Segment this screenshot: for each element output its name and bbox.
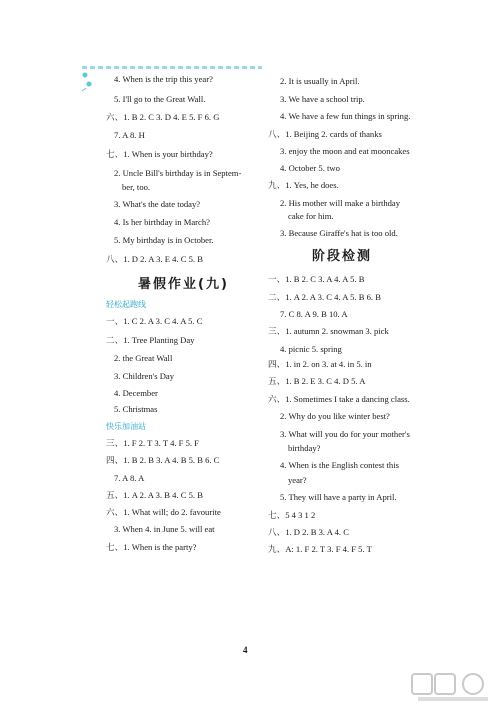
answer-line: 七、1. When is the party? bbox=[106, 542, 197, 552]
subsection-title: 轻松起跑线 bbox=[106, 300, 146, 309]
answer-line: 2. It is usually in April. bbox=[280, 76, 360, 86]
answer-line: 九、1. Yes, he does. bbox=[268, 180, 339, 190]
answer-line: 3. We have a school trip. bbox=[280, 94, 365, 104]
subsection-title: 快乐加油站 bbox=[106, 422, 146, 431]
section-title: 暑假作业(九) bbox=[138, 277, 229, 292]
header-decoration-bar bbox=[82, 66, 262, 69]
answer-line: 5. I'll go to the Great Wall. bbox=[114, 94, 206, 104]
answer-line: 3. What will you do for your mother's bbox=[280, 429, 410, 439]
answer-line: 三、1. autumn 2. snowman 3. pick bbox=[268, 326, 389, 336]
answer-line: 3. What's the date today? bbox=[114, 199, 201, 209]
watermark-logo bbox=[410, 670, 496, 704]
answer-line: 八、1. D 2. B 3. A 4. C bbox=[268, 527, 349, 537]
answer-line: 二、1. Tree Planting Day bbox=[106, 335, 195, 345]
answer-line: 四、1. in 2. on 3. at 4. in 5. in bbox=[268, 359, 372, 369]
answer-line: 4. December bbox=[114, 388, 158, 398]
answer-line: 4. We have a few fun things in spring. bbox=[280, 111, 411, 121]
answer-line: 二、1. A 2. A 3. C 4. A 5. B 6. B bbox=[268, 292, 381, 302]
answer-line: 3. enjoy the moon and eat mooncakes bbox=[280, 146, 410, 156]
answer-line: 七、1. When is your birthday? bbox=[106, 149, 213, 159]
answer-line: 3. Because Giraffe's hat is too old. bbox=[280, 228, 398, 238]
answer-line: 四、1. B 2. B 3. A 4. B 5. B 6. C bbox=[106, 455, 220, 465]
page-number: 4 bbox=[243, 645, 248, 655]
answer-line: 5. They will have a party in April. bbox=[280, 492, 397, 502]
answer-line: 2. Why do you like winter best? bbox=[280, 411, 390, 421]
answer-line: 六、1. Sometimes I take a dancing class. bbox=[268, 394, 410, 404]
answer-line: 一、1. C 2. A 3. C 4. A 5. C bbox=[106, 316, 203, 326]
answer-line: 4. When is the trip this year? bbox=[114, 74, 213, 84]
answer-line: 3. When 4. in June 5. will eat bbox=[114, 524, 215, 534]
answer-line: 5. Christmas bbox=[114, 404, 158, 414]
answer-line: 4. October 5. two bbox=[280, 163, 340, 173]
answer-line: 5. My birthday is in October. bbox=[114, 235, 214, 245]
answer-line: 五、1. B 2. E 3. C 4. D 5. A bbox=[268, 376, 366, 386]
section-title: 阶段检测 bbox=[312, 249, 373, 264]
answer-line: 九、A: 1. F 2. T 3. F 4. F 5. T bbox=[268, 544, 372, 554]
answer-line: 六、1. B 2. C 3. D 4. E 5. F 6. G bbox=[106, 112, 220, 122]
answer-line: 4. Is her birthday in March? bbox=[114, 217, 210, 227]
answer-line: 7. A 8. A bbox=[114, 473, 145, 483]
answer-line: 2. His mother will make a birthday bbox=[280, 198, 401, 208]
answer-line: cake for him. bbox=[288, 211, 334, 221]
answer-line: year? bbox=[288, 475, 307, 485]
answer-line: 八、1. D 2. A 3. E 4. C 5. B bbox=[106, 254, 203, 264]
answer-line: 2. the Great Wall bbox=[114, 353, 173, 363]
answer-line: 7. C 8. A 9. B 10. A bbox=[280, 309, 348, 319]
answer-line: 4. picnic 5. spring bbox=[280, 344, 342, 354]
answer-line: 4. When is the English contest this bbox=[280, 460, 399, 470]
answer-line: 七、5 4 3 1 2 bbox=[268, 510, 316, 520]
answer-line: 一、1. B 2. C 3. A 4. A 5. B bbox=[268, 274, 365, 284]
answer-line: 六、1. What will; do 2. favourite bbox=[106, 507, 221, 517]
answer-line: 三、1. F 2. T 3. T 4. F 5. F bbox=[106, 438, 199, 448]
answer-line: 2. Uncle Bill's birthday is in Septem- bbox=[114, 168, 242, 178]
answer-line: 3. Children's Day bbox=[114, 371, 175, 381]
answer-line: 7. A 8. H bbox=[114, 130, 145, 140]
answer-line: 八、1. Beijing 2. cards of thanks bbox=[268, 129, 382, 139]
answer-line: 五、1. A 2. A 3. B 4. C 5. B bbox=[106, 490, 203, 500]
answer-line: ber, too. bbox=[122, 182, 151, 192]
answer-line: birthday? bbox=[288, 443, 321, 453]
flower-decoration-icon bbox=[80, 71, 94, 93]
